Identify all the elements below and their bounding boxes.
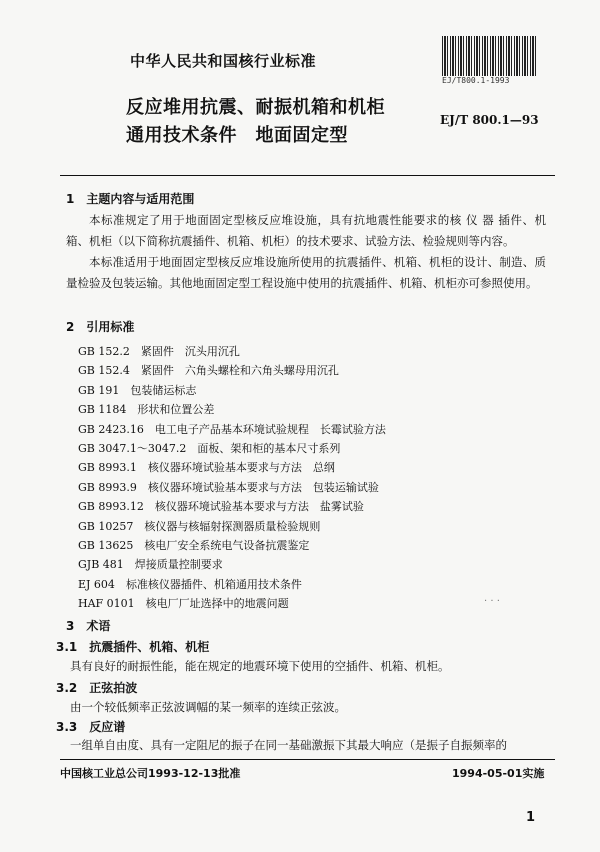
section-1-heading: 1 主题内容与适用范围 — [66, 192, 195, 206]
page-number: 1 — [526, 810, 536, 825]
footer-divider — [60, 759, 555, 760]
reference-item: GB 152.2 紧固件 沉头用沉孔 — [78, 345, 240, 358]
reference-item: GJB 481 焊接质量控制要求 — [78, 558, 223, 572]
section-3-heading: 3 术语 — [66, 619, 111, 633]
section-1-para-2: 本标准适用于地面固定型核反应堆设施所使用的抗震插件、机箱、机柜的设计、制造、质量检验及包装运输。其他地面固定型工程设施中使用的抗震插件、机箱、机柜亦可参照使用。 — [66, 255, 546, 290]
header-divider — [60, 175, 555, 176]
scan-smudge: · · · — [484, 596, 500, 607]
section-1-para-1: 本标准规定了用于地面固定型核反应堆设施，具有抗地震性能要求的核 仪 器 插件、机箱、机柜（以下简称抗震插件、机箱、机柜）的技术要求、试验方法、检验规则等内容。 — [66, 213, 546, 248]
reference-item: GB 1184 形状和位置公差 — [78, 403, 215, 417]
reference-item: HAF 0101 核电厂厂址选择中的地震问题 — [78, 597, 289, 611]
approval-text: 中国核工业总公司1993-12-13批准 — [60, 767, 241, 780]
document-title-line2: 通用技术条件 地面固定型 — [126, 125, 348, 146]
term-3-1-text: 具有良好的耐振性能，能在规定的地震环境下使用的空插件、机箱、机柜。 — [70, 659, 450, 673]
term-3-3-text: 一组单自由度、具有一定阻尼的振子在同一基础激振下其最大响应（是振子自振频率的 — [70, 738, 507, 752]
reference-item: GB 191 包装储运标志 — [78, 383, 197, 397]
reference-item: GB 8993.12 核仪器环境试验基本要求与方法 盐雾试验 — [78, 500, 364, 514]
barcode-image — [442, 36, 538, 76]
standard-code: EJ/T 800.1—93 — [440, 113, 539, 127]
document-title-line1: 反应堆用抗震、耐振机箱和机柜 — [126, 97, 385, 118]
reference-item: GB 10257 核仪器与核辐射探测器质量检验规则 — [78, 519, 321, 533]
effective-date: 1994-05-01实施 — [452, 767, 545, 780]
reference-item: GB 152.4 紧固件 六角头螺栓和六角头螺母用沉孔 — [78, 364, 339, 378]
term-3-2-heading: 3.2 正弦拍波 — [56, 681, 138, 695]
term-3-2-text: 由一个较低频率正弦波调幅的某一频率的连续正弦波。 — [70, 700, 346, 714]
reference-item: EJ 604 标准核仪器插件、机箱通用技术条件 — [78, 577, 302, 591]
reference-item: GB 8993.1 核仪器环境试验基本要求与方法 总纲 — [78, 461, 335, 475]
reference-item: GB 8993.9 核仪器环境试验基本要求与方法 包装运输试验 — [78, 480, 379, 494]
term-3-3-heading: 3.3 反应谱 — [56, 720, 126, 734]
reference-item: GB 2423.16 电工电子产品基本环境试验规程 长霉试验方法 — [78, 422, 386, 436]
reference-item: GB 13625 核电厂安全系统电气设备抗震鉴定 — [78, 539, 310, 552]
term-3-1-heading: 3.1 抗震插件、机箱、机柜 — [56, 640, 210, 654]
section-2-heading: 2 引用标准 — [66, 320, 135, 334]
barcode-label: EJ/T800.1-1993 — [442, 76, 510, 85]
reference-item: GB 3047.1～3047.2 面板、架和柜的基本尺寸系列 — [78, 442, 341, 455]
standard-category: 中华人民共和国核行业标准 — [130, 52, 317, 70]
